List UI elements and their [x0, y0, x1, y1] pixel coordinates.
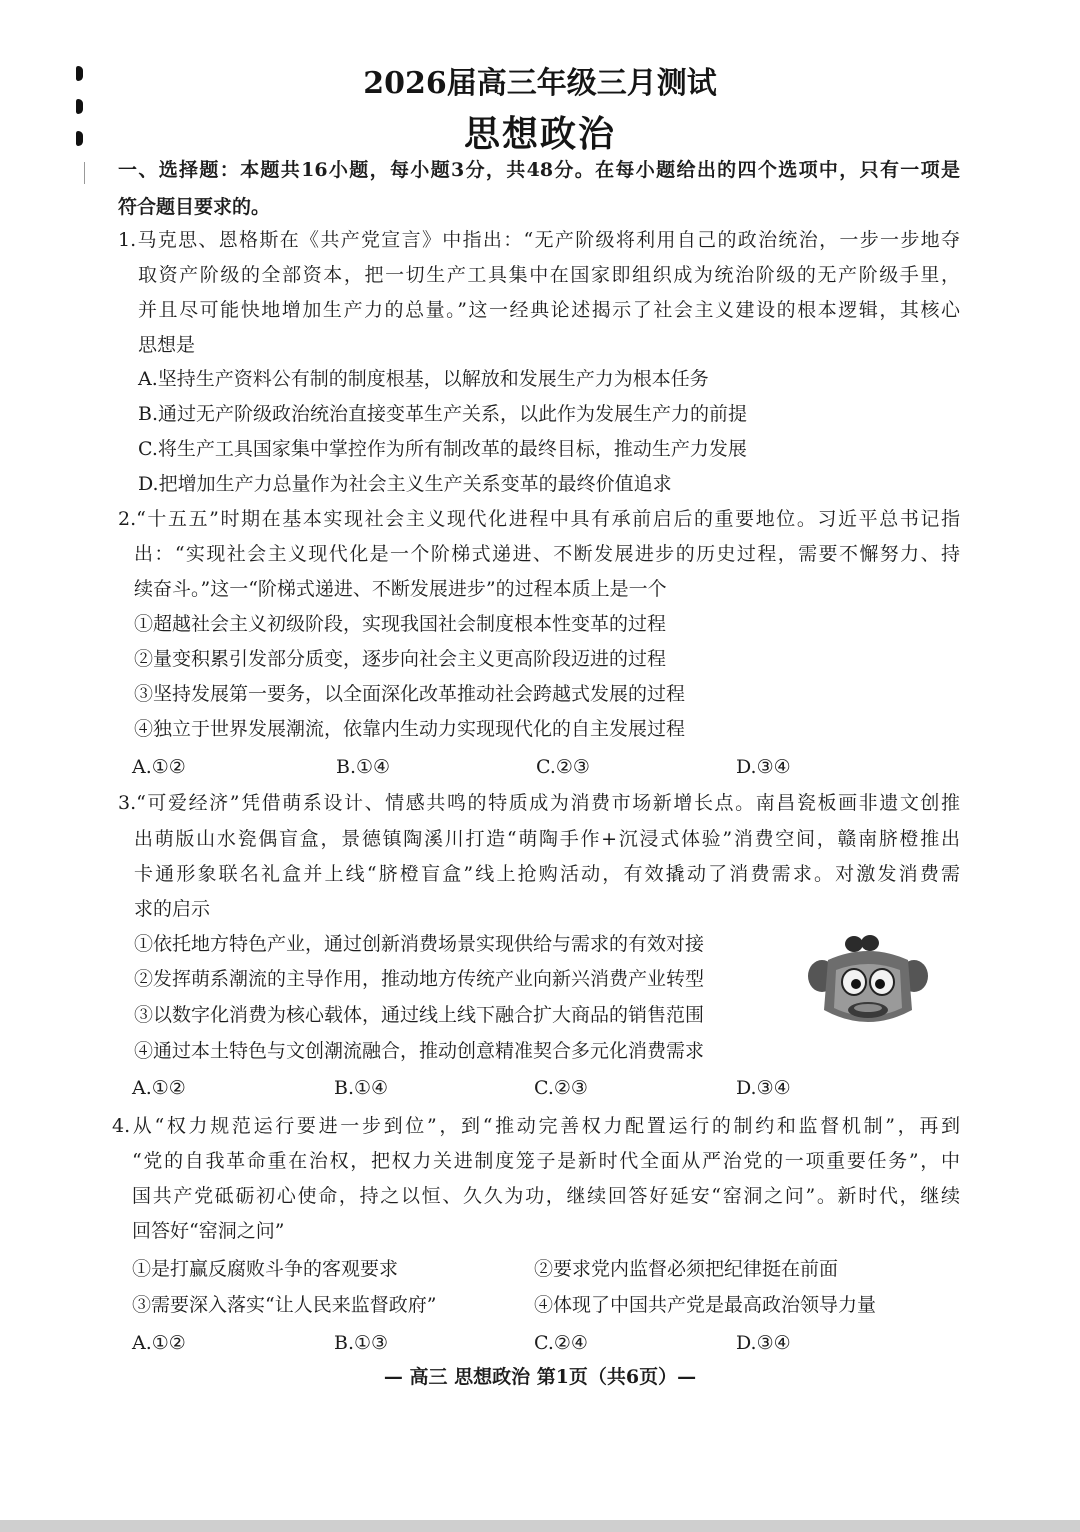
subject-title: 思想政治	[463, 113, 616, 155]
statement-item: ③坚持发展第一要务，以全面深化改革推动社会跨越式发展的过程	[134, 683, 686, 705]
exam-title: 2026届高三年级三月测试	[363, 66, 717, 101]
question-stem: 3.“可爱经济”凭借萌系设计、情感共鸣的特质成为消费市场新增长点。南昌瓷板画非遗文创推	[118, 792, 960, 814]
answer-option: D.把增加生产力总量作为社会主义生产关系变革的最终价值追求	[138, 473, 672, 495]
bottom-edge-bar	[0, 1520, 1080, 1532]
question-stem: 1.马克思、恩格斯在《共产党宣言》中指出：“无产阶级将利用自己的政治统治，一步一步地夺	[118, 229, 960, 251]
statement-item: ③需要深入落实“让人民来监督政府”	[132, 1294, 437, 1316]
choice-b: B.①④	[334, 1077, 389, 1099]
question-stem: 续奋斗。”这一“阶梯式递进、不断发展进步”的过程本质上是一个	[134, 578, 667, 600]
question-stem: 出萌版山水瓷偶盲盒，景德镇陶溪川打造“萌陶手作+沉浸式体验”消费空间，赣南脐橙推出	[134, 828, 960, 850]
statement-item: ①依托地方特色产业，通过创新消费场景实现供给与需求的有效对接	[134, 933, 705, 955]
statement-item: ②量变积累引发部分质变，逐步向社会主义更高阶段迈进的过程	[134, 648, 667, 670]
choice-b: B.①④	[336, 756, 391, 778]
answer-option: C.将生产工具国家集中掌控作为所有制改革的最终目标，推动生产力发展	[138, 438, 747, 460]
question-stem: 2.“十五五”时期在基本实现社会主义现代化进程中具有承前启后的重要地位。习近平总书记指	[118, 508, 960, 530]
statement-item: ②发挥萌系潮流的主导作用，推动地方传统产业向新兴消费产业转型	[134, 968, 705, 990]
statement-item: ④通过本土特色与文创潮流融合，推动创意精准契合多元化消费需求	[134, 1040, 705, 1062]
choice-c: C.②④	[534, 1332, 588, 1354]
section-instruction: 一、选择题：本题共16小题，每小题3分，共48分。在每小题给出的四个选项中，只有一项是	[118, 159, 960, 181]
answer-option: A.坚持生产资料公有制的制度根基，以解放和发展生产力为根本任务	[138, 368, 709, 390]
choice-c: C.②③	[534, 1077, 588, 1099]
question-stem: 回答好“窑洞之问”	[132, 1220, 285, 1242]
statement-item: ②要求党内监督必须把纪律挺在前面	[534, 1258, 839, 1280]
question-stem: 出：“实现社会主义现代化是一个阶梯式递进、不断发展进步的历史过程，需要不懈努力、持	[134, 543, 960, 565]
question-stem: 求的启示	[134, 898, 211, 920]
question-stem: 思想是	[138, 334, 196, 356]
question-stem: 卡通形象联名礼盒并上线“脐橙盲盒”线上抢购活动，有效撬动了消费需求。对激发消费需	[134, 863, 960, 885]
choice-a: A.①②	[132, 1332, 186, 1354]
question-stem: 取资产阶级的全部资本，把一切生产工具集中在国家即组织成为统治阶级的无产阶级手里，	[138, 264, 960, 286]
question-stem: “党的自我革命重在治权，把权力关进制度笼子是新时代全面从严治党的一项重要任务”，中	[132, 1150, 960, 1172]
question-stem: 国共产党砥砺初心使命，持之以恒、久久为功，继续回答好延安“窑洞之问”。新时代，继续	[132, 1185, 960, 1207]
statement-item: ①超越社会主义初级阶段，实现我国社会制度根本性变革的过程	[134, 613, 667, 635]
answer-option: B.通过无产阶级政治统治直接变革生产关系，以此作为发展生产力的前提	[138, 403, 748, 425]
choice-a: A.①②	[132, 756, 186, 778]
statement-item: ③以数字化消费为核心载体，通过线上线下融合扩大商品的销售范围	[134, 1004, 705, 1026]
statement-item: ①是打赢反腐败斗争的客观要求	[132, 1258, 399, 1280]
statement-item: ④独立于世界发展潮流，依靠内生动力实现现代化的自主发展过程	[134, 718, 686, 740]
question-stem: 4.从“权力规范运行要进一步到位”，到“推动完善权力配置运行的制约和监督机制”，再到	[112, 1115, 960, 1137]
choice-b: B.①③	[334, 1332, 389, 1354]
choice-d: D.③④	[736, 1332, 791, 1354]
question-stem: 并且尽可能快地增加生产力的总量。”这一经典论述揭示了社会主义建设的根本逻辑，其核心	[138, 299, 960, 321]
choice-a: A.①②	[132, 1077, 186, 1099]
ceramic-figure-image	[806, 930, 930, 1038]
section-instruction: 符合题目要求的。	[118, 196, 271, 218]
choice-d: D.③④	[736, 1077, 791, 1099]
page-footer: — 高三 思想政治 第1页（共6页）—	[383, 1366, 697, 1388]
choice-c: C.②③	[536, 756, 590, 778]
statement-item: ④体现了中国共产党是最高政治领导力量	[534, 1294, 877, 1316]
margin-line	[84, 162, 85, 184]
choice-d: D.③④	[736, 756, 791, 778]
